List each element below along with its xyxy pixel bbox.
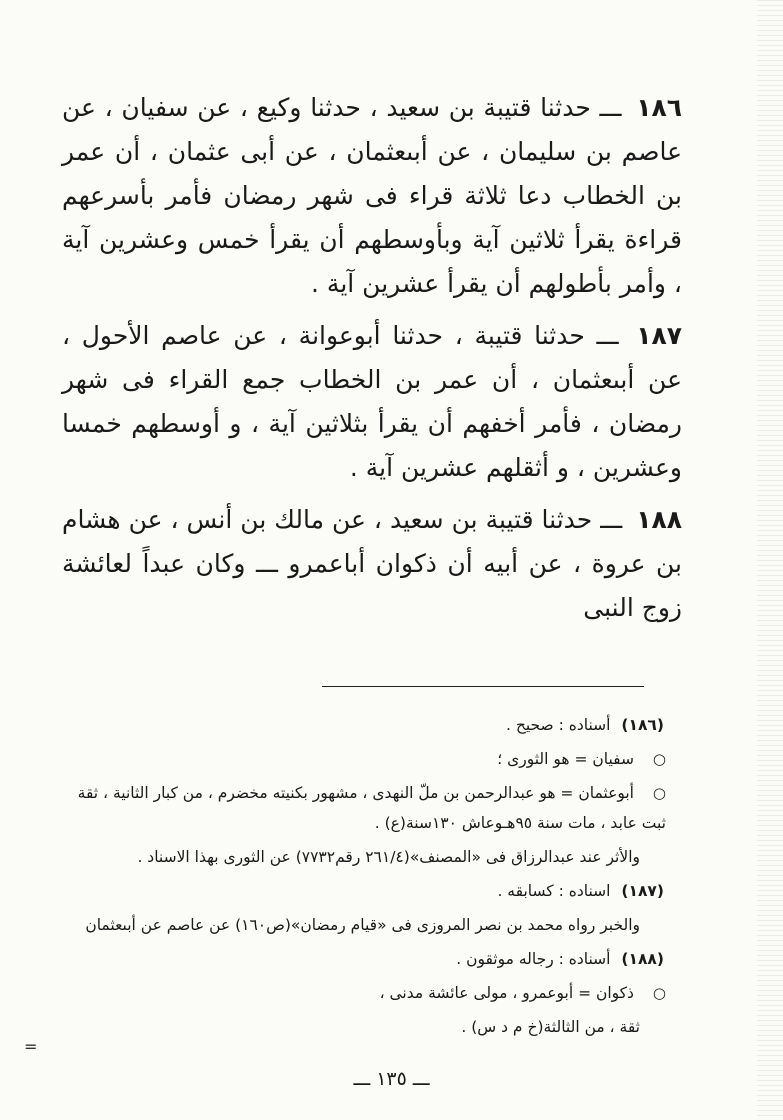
note-187-head — [64, 876, 676, 906]
note-188-head — [64, 944, 676, 974]
hadith-dash: ـــ — [596, 321, 619, 350]
note-188-continuation — [64, 1012, 676, 1042]
note-186-bullet-1 — [64, 744, 676, 774]
hadith-186 — [62, 86, 682, 306]
hadith-number: ١٨٧ — [636, 321, 683, 350]
margin-mark: = — [24, 1037, 38, 1056]
note-188-bullet-1 — [64, 978, 676, 1008]
hadith-number: ١٨٨ — [636, 505, 682, 534]
note-186-head — [64, 710, 676, 740]
note-186-bullet-2 — [64, 778, 676, 838]
note-number: (١٨٧) — [621, 882, 664, 900]
circle-bullet-icon: ○ — [652, 750, 666, 768]
note-text: والخبر رواه محمد بن نصر المروزى فى «قيام رمضان»(ص١٦٠) عن عاصم عن أبىعثمان — [85, 916, 640, 934]
hadith-text: حدثنا قتيبة بن سعيد ، عن مالك بن أنس ، عن هشام بن عروة ، عن أبيه أن ذكوان أباعمرو ـــ وكان عبداً لعائشة زوج النبى — [62, 505, 682, 622]
note-186-continuation — [64, 842, 676, 872]
hadith-188 — [62, 498, 682, 630]
scan-edge-noise — [757, 0, 783, 1120]
note-text: سفيان = هو الثورى ؛ — [497, 750, 634, 768]
footnotes — [64, 710, 676, 1046]
note-text: اسناده : كسابقه . — [497, 882, 611, 900]
note-187-continuation — [64, 910, 676, 940]
note-text: أسناده : رجاله موثقون . — [456, 950, 611, 968]
note-text: أسناده : صحيح . — [505, 716, 611, 734]
circle-bullet-icon: ○ — [652, 984, 666, 1002]
note-text: أبوعثمان = هو عبدالرحمن بن ملّ النهدى ، مشهور بكنيته مخضرم ، من كبار الثانية ، ثقة ثبت عابد ، مات سنة ٩٥هـوعاش ١٣٠سنة(ع) . — [77, 784, 666, 832]
hadith-text: حدثنا قتيبة ، حدثنا أبوعوانة ، عن عاصم الأحول ، عن أبىعثمان ، أن عمر بن الخطاب جمع القراء فى شهر رمضان ، فأمر أخفهم أن يقرأ بثلاثين آية ، و أوسطهم خمسا وعشرين ، و أثقلهم عشرين آية . — [62, 321, 682, 482]
page-number: ـــ ١٣٥ ـــ — [353, 1068, 430, 1090]
hadith-dash: ـــ — [600, 505, 623, 534]
note-text: والأثر عند عبدالرزاق فى «المصنف»(٢٦١/٤ رقم٧٧٣٢) عن الثورى بهذا الاسناد . — [137, 848, 640, 866]
hadith-dash: ـــ — [599, 93, 622, 122]
note-number: (١٨٨) — [621, 950, 664, 968]
note-text: ذكوان = أبوعمرو ، مولى عائشة مدنى ، — [379, 984, 634, 1002]
note-number: (١٨٦) — [621, 716, 664, 734]
hadith-text: حدثنا قتيبة بن سعيد ، حدثنا وكيع ، عن سفيان ، عن عاصم بن سليمان ، عن أبىعثمان ، عن أبى عثمان ، أن عمر بن الخطاب دعا ثلاثة قراء فى شهر رمضان فأمر بأسرعهم قراءة يقرأ ثلاثين آية وبأوسطهم أن يقرأ خمس وعشرين آية ، وأمر بأطولهم أن يقرأ عشرين آية . — [62, 93, 682, 298]
circle-bullet-icon: ○ — [652, 784, 666, 802]
main-text — [62, 86, 682, 638]
hadith-number: ١٨٦ — [636, 93, 682, 122]
note-text: ثقة ، من الثالثة(خ م د س) . — [461, 1018, 640, 1036]
footnote-divider — [322, 686, 644, 687]
hadith-187 — [62, 314, 682, 490]
